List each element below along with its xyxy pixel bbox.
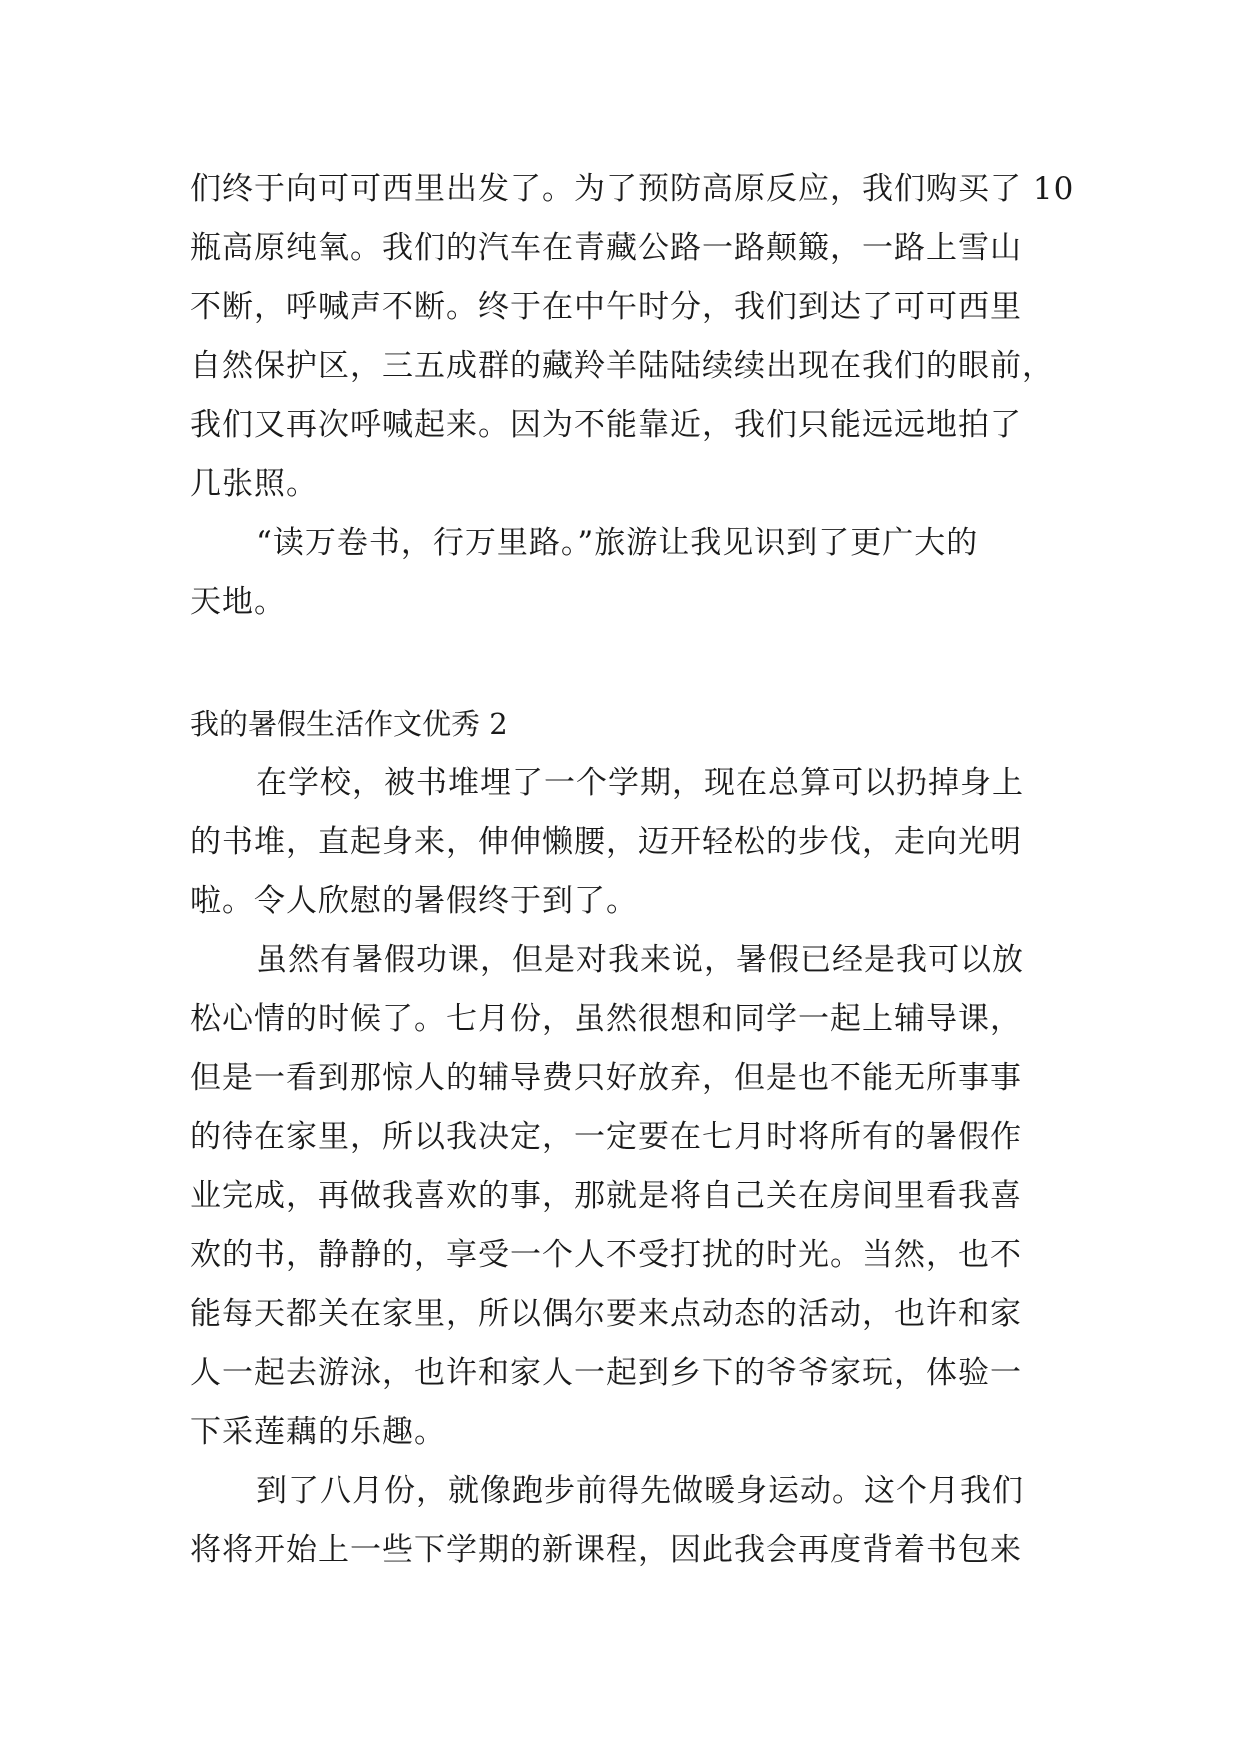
text-line: 到了八月份，就像跑步前得先做暖身运动。这个月我们: [256, 1473, 1024, 1509]
text-line: 人一起去游泳，也许和家人一起到乡下的爷爷家玩，体验一: [190, 1355, 1022, 1391]
text-line: 在学校，被书堆埋了一个学期，现在总算可以扔掉身上: [256, 765, 1024, 801]
text-line: 我们又再次呼喊起来。因为不能靠近，我们只能远远地拍了: [190, 407, 1022, 443]
text-line: 啦。令人欣慰的暑假终于到了。: [190, 883, 638, 919]
text-line: 业完成，再做我喜欢的事，那就是将自己关在房间里看我喜: [190, 1178, 1022, 1214]
text-line: 们终于向可可西里出发了。为了预防高原反应，我们购买了 10: [190, 171, 1075, 207]
paragraph-2: [190, 514, 1050, 632]
text-line: 自然保护区，三五成群的藏羚羊陆陆续续出现在我们的眼前，: [190, 348, 1054, 384]
text-line: 能每天都关在家里，所以偶尔要来点动态的活动，也许和家: [190, 1296, 1022, 1332]
text-line: “读万卷书，行万里路。”旅游让我见识到了更广大的: [256, 525, 979, 561]
text-line: 欢的书，静静的，享受一个人不受打扰的时光。当然，也不: [190, 1237, 1022, 1273]
text-line: 将将开始上一些下学期的新课程，因此我会再度背着书包来: [190, 1532, 1022, 1568]
section-title: 我的暑假生活作文优秀 2: [190, 707, 508, 741]
text-line: 瓶高原纯氧。我们的汽车在青藏公路一路颠簸，一路上雪山: [190, 230, 1022, 266]
text-line: 松心情的时候了。七月份，虽然很想和同学一起上辅导课，: [190, 1001, 1022, 1037]
section-paragraph-1: [190, 754, 1050, 931]
text-line: 不断，呼喊声不断。终于在中午时分，我们到达了可可西里: [190, 289, 1022, 325]
text-line: 虽然有暑假功课，但是对我来说，暑假已经是我可以放: [256, 942, 1024, 978]
text-line: 的待在家里，所以我决定，一定要在七月时将所有的暑假作: [190, 1119, 1022, 1155]
text-line: 天地。: [190, 584, 286, 620]
section-paragraph-2: [190, 931, 1050, 1462]
document-page: [190, 160, 1075, 1580]
section-paragraph-3: [190, 1462, 1050, 1580]
text-line: 但是一看到那惊人的辅导费只好放弃，但是也不能无所事事: [190, 1060, 1022, 1096]
paragraph-1: [190, 160, 1075, 514]
text-line: 的书堆，直起身来，伸伸懒腰，迈开轻松的步伐，走向光明: [190, 824, 1022, 860]
text-line: 下采莲藕的乐趣。: [190, 1414, 446, 1450]
text-line: 几张照。: [190, 466, 318, 502]
